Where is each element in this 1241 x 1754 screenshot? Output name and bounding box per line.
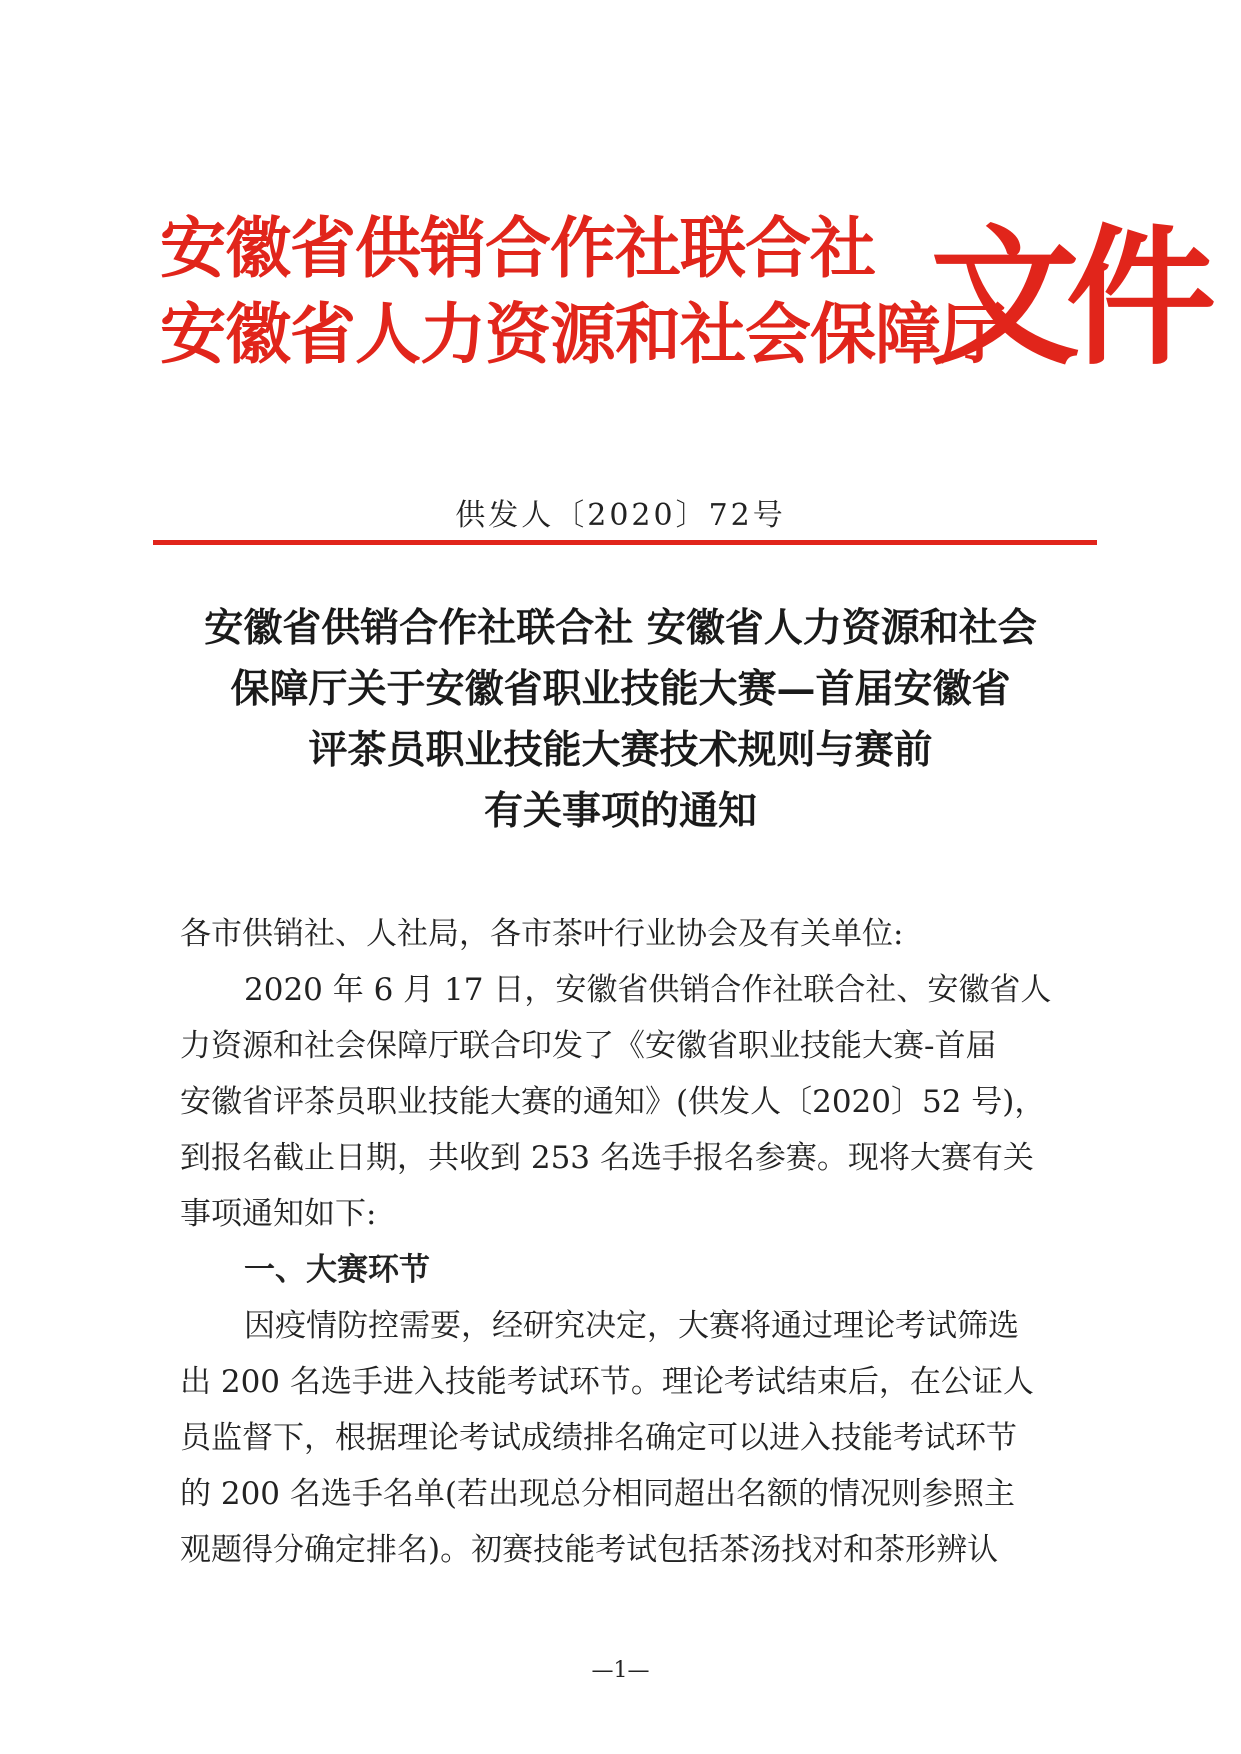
document-title xyxy=(0,598,1241,842)
body-line: 的 200 名选手名单(若出现总分相同超出名额的情况则参照主 xyxy=(180,1476,1015,1512)
letterhead-issuer-1: 安徽省供销合作社联合社 xyxy=(160,209,875,287)
title-line: 评茶员职业技能大赛技术规则与赛前 xyxy=(308,727,933,773)
letterhead-issuers xyxy=(160,205,1005,377)
body-line: 员监督下，根据理论考试成绩排名确定可以进入技能考试环节 xyxy=(180,1420,1017,1456)
salutation: 各市供销社、人社局，各市茶叶行业协会及有关单位: xyxy=(180,916,904,952)
title-line: 保障厅关于安徽省职业技能大赛—首届安徽省 xyxy=(230,666,1011,712)
body-line: 到报名截止日期，共收到 253 名选手报名参赛。现将大赛有关 xyxy=(180,1140,1034,1176)
body-line: 2020 年 6 月 17 日，安徽省供销合作社联合社、安徽省人 xyxy=(244,972,1052,1008)
letterhead-document-mark: 文件 xyxy=(930,210,1203,386)
document-number: 供发人〔2020〕72号 xyxy=(455,498,786,533)
body-line: 因疫情防控需要，经研究决定，大赛将通过理论考试筛选 xyxy=(244,1308,1019,1344)
letterhead-issuer-2: 安徽省人力资源和社会保障厅 xyxy=(160,295,1005,373)
page-number: —1— xyxy=(591,1658,650,1683)
section-heading: 一、大赛环节 xyxy=(244,1252,430,1288)
document-body xyxy=(180,906,1060,1578)
title-line: 安徽省供销合作社联合社 安徽省人力资源和社会 xyxy=(204,605,1037,651)
letterhead xyxy=(160,205,1203,405)
red-divider-line xyxy=(153,540,1097,545)
body-line: 力资源和社会保障厅联合印发了《安徽省职业技能大赛-首届 xyxy=(180,1028,997,1064)
body-line: 观题得分确定排名)。初赛技能考试包括茶汤找对和茶形辨认 xyxy=(180,1532,999,1568)
body-line: 出 200 名选手进入技能考试环节。理论考试结束后，在公证人 xyxy=(180,1364,1034,1400)
body-line: 安徽省评茶员职业技能大赛的通知》(供发人〔2020〕52 号)， xyxy=(180,1084,1046,1120)
body-line: 事项通知如下: xyxy=(180,1196,377,1232)
title-line: 有关事项的通知 xyxy=(483,788,757,834)
